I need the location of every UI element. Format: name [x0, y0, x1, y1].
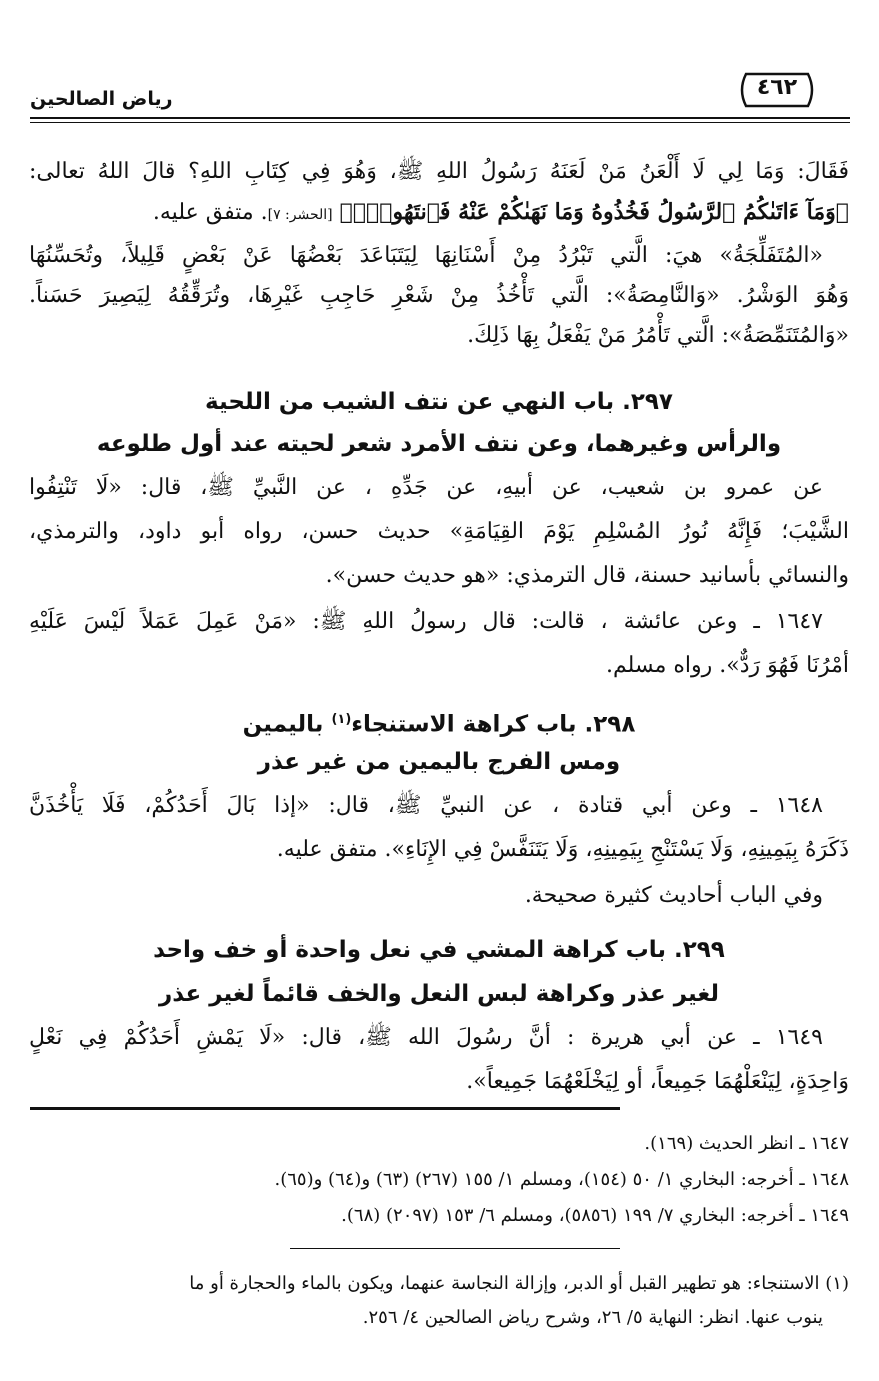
- header-rule-thin: [30, 122, 850, 123]
- hadith-line: عن عمرو بن شعيب، عن أبيهِ، عن جَدِّهِ ، عن النَّبيِّ ﷺ، قال: «لَا تَنْتِفُوا: [29, 475, 823, 500]
- chapter-title: ٢٩٧. باب النهي عن نتف الشيب من اللحية: [205, 389, 673, 415]
- chapter-title: [29, 700, 849, 745]
- page-number: ٤٦٢: [756, 75, 798, 100]
- book-title: رياض الصالحين: [30, 88, 173, 110]
- text-line: «المُتَفَلِّجَةُ» هيَ: الَّتي تَبْرُدُ مِنْ أَسْنَانِهَا لِيَتَبَاعَدَ بَعْضُهَا عَنْ بَعْضٍ قَلِيلاً، وتُحَسِّنُهَا: [29, 243, 823, 268]
- chapter-subtitle: ومس الفرج باليمين من غير عذر: [257, 749, 621, 775]
- reference-line: ١٦٤٧ ـ انظر الحديث (١٦٩).: [644, 1133, 849, 1154]
- hadith-1648: ١٦٤٨ ـ وعن أبي قتادة ، عن النبيِّ ﷺ، قال: «إذا بَالَ أَحَدُكُمْ، فَلَا يَأْخُذَنَّ: [29, 793, 823, 818]
- references-separator: [30, 1107, 620, 1110]
- text-line: فَقَالَ: وَمَا لِي لَا أَلْعَنُ مَنْ لَعَنَهُ رَسُولُ اللهِ ﷺ، وَهُوَ فِي كِتَابِ اللهِ؟ قالَ اللهُ تعالى:: [29, 159, 849, 184]
- footnote-line: ينوب عنها. انظر: النهاية ٥/ ٢٦، وشرح رياض الصالحين ٤/ ٢٥٦.: [362, 1307, 823, 1328]
- chapter-subtitle: لغير عذر وكراهة لبس النعل والخف قائماً لغير عذر: [158, 981, 720, 1007]
- reference-line: ١٦٤٩ ـ أخرجه: البخاري ٧/ ١٩٩ (٥٨٥٦)، ومسلم ٦/ ١٥٣ (٢٠٩٧) (٦٨).: [341, 1205, 849, 1226]
- chapter-title: ٢٩٩. باب كراهة المشي في نعل واحدة أو خف واحد: [153, 937, 725, 963]
- chapter-title-part: باليمين: [242, 711, 324, 738]
- text-line-quran: [29, 192, 849, 235]
- hadith-1649: ١٦٤٩ ـ عن أبي هريرة : أنَّ رسُولَ الله ﷺ، قال: «لَا يَمْشِ أَحَدُكُمْ فِي نَعْلٍ: [29, 1025, 823, 1050]
- agreement-note: . متفق عليه.: [152, 200, 268, 225]
- hadith-line: وَاحِدَةٍ، لِيَنْعَلْهُمَا جَمِيعاً، أو لِيَخْلَعْهُمَا جَمِيعاً».: [466, 1069, 849, 1094]
- header-rule: [30, 117, 850, 119]
- chapter-subtitle: والرأس وغيرهما، وعن نتف الأمرد شعر لحيته عند أول طلوعه: [96, 431, 782, 457]
- footnote-marker: (١): [331, 712, 352, 727]
- quran-reference: [الحشر: ٧]: [267, 207, 333, 223]
- chapter-title-part: ٢٩٨. باب كراهة الاستنجاء: [351, 711, 636, 738]
- hadith-line: ذَكَرَهُ بِيَمِينِهِ، وَلَا يَسْتَنْجِ بِيَمِينِهِ، وَلَا يَتَنَفَّسْ فِي الإِنَاءِ». متفق عليه.: [276, 837, 849, 862]
- footnote-line: (١) الاستنجاء: هو تطهير القبل أو الدبر، وإزالة النجاسة عنهما، ويكون بالماء والحجارة أو ما: [189, 1273, 849, 1294]
- quran-verse: ﴿وَمَآ ءَاتَىٰكُمُ ٱلرَّسُولُ فَخُذُوهُ وَمَا نَهَىٰكُمْ عَنْهُ فَٱنتَهُوا۟ۚ﴾: [339, 199, 849, 225]
- reference-line: ١٦٤٨ ـ أخرجه: البخاري ١/ ٥٠ (١٥٤)، ومسلم ١/ ١٥٥ (٢٦٧) (٦٣) و(٦٤) و(٦٥).: [274, 1169, 849, 1190]
- text-line: وَهُوَ الوَشْرُ. «وَالنَّامِصَةُ»: الَّتي تَأْخُذُ مِنْ شَعْرِ حَاجِبِ غَيْرِهَا، وتُرَقِّقُهُ لِيَصِيرَ حَسَناً.: [29, 283, 849, 308]
- hadith-line: أمْرُنَا فَهُوَ رَدٌّ». رواه مسلم.: [606, 653, 849, 678]
- hadith-line: والنسائي بأسانيد حسنة، قال الترمذي: «هو حديث حسن».: [325, 563, 849, 588]
- chapter-note: وفي الباب أحاديث كثيرة صحيحة.: [524, 883, 823, 908]
- page-number-frame: [736, 72, 818, 108]
- hadith-line: الشَّيْبَ؛ فَإِنَّهُ نُورُ المُسْلِمِ يَوْمَ القِيَامَةِ» حديث حسن، رواه أبو داود، والترمذي،: [29, 519, 849, 544]
- hadith-1647: ١٦٤٧ ـ وعن عائشة ، قالت: قال رسولُ اللهِ ﷺ: «مَنْ عَمِلَ عَمَلاً لَيْسَ عَلَيْهِ: [29, 609, 823, 634]
- text-line: «وَالمُتَنَمِّصَةُ»: الَّتي تَأْمُرُ مَنْ يَفْعَلُ بِهَا ذَلِكَ.: [467, 323, 849, 348]
- footnote-separator: [290, 1248, 620, 1249]
